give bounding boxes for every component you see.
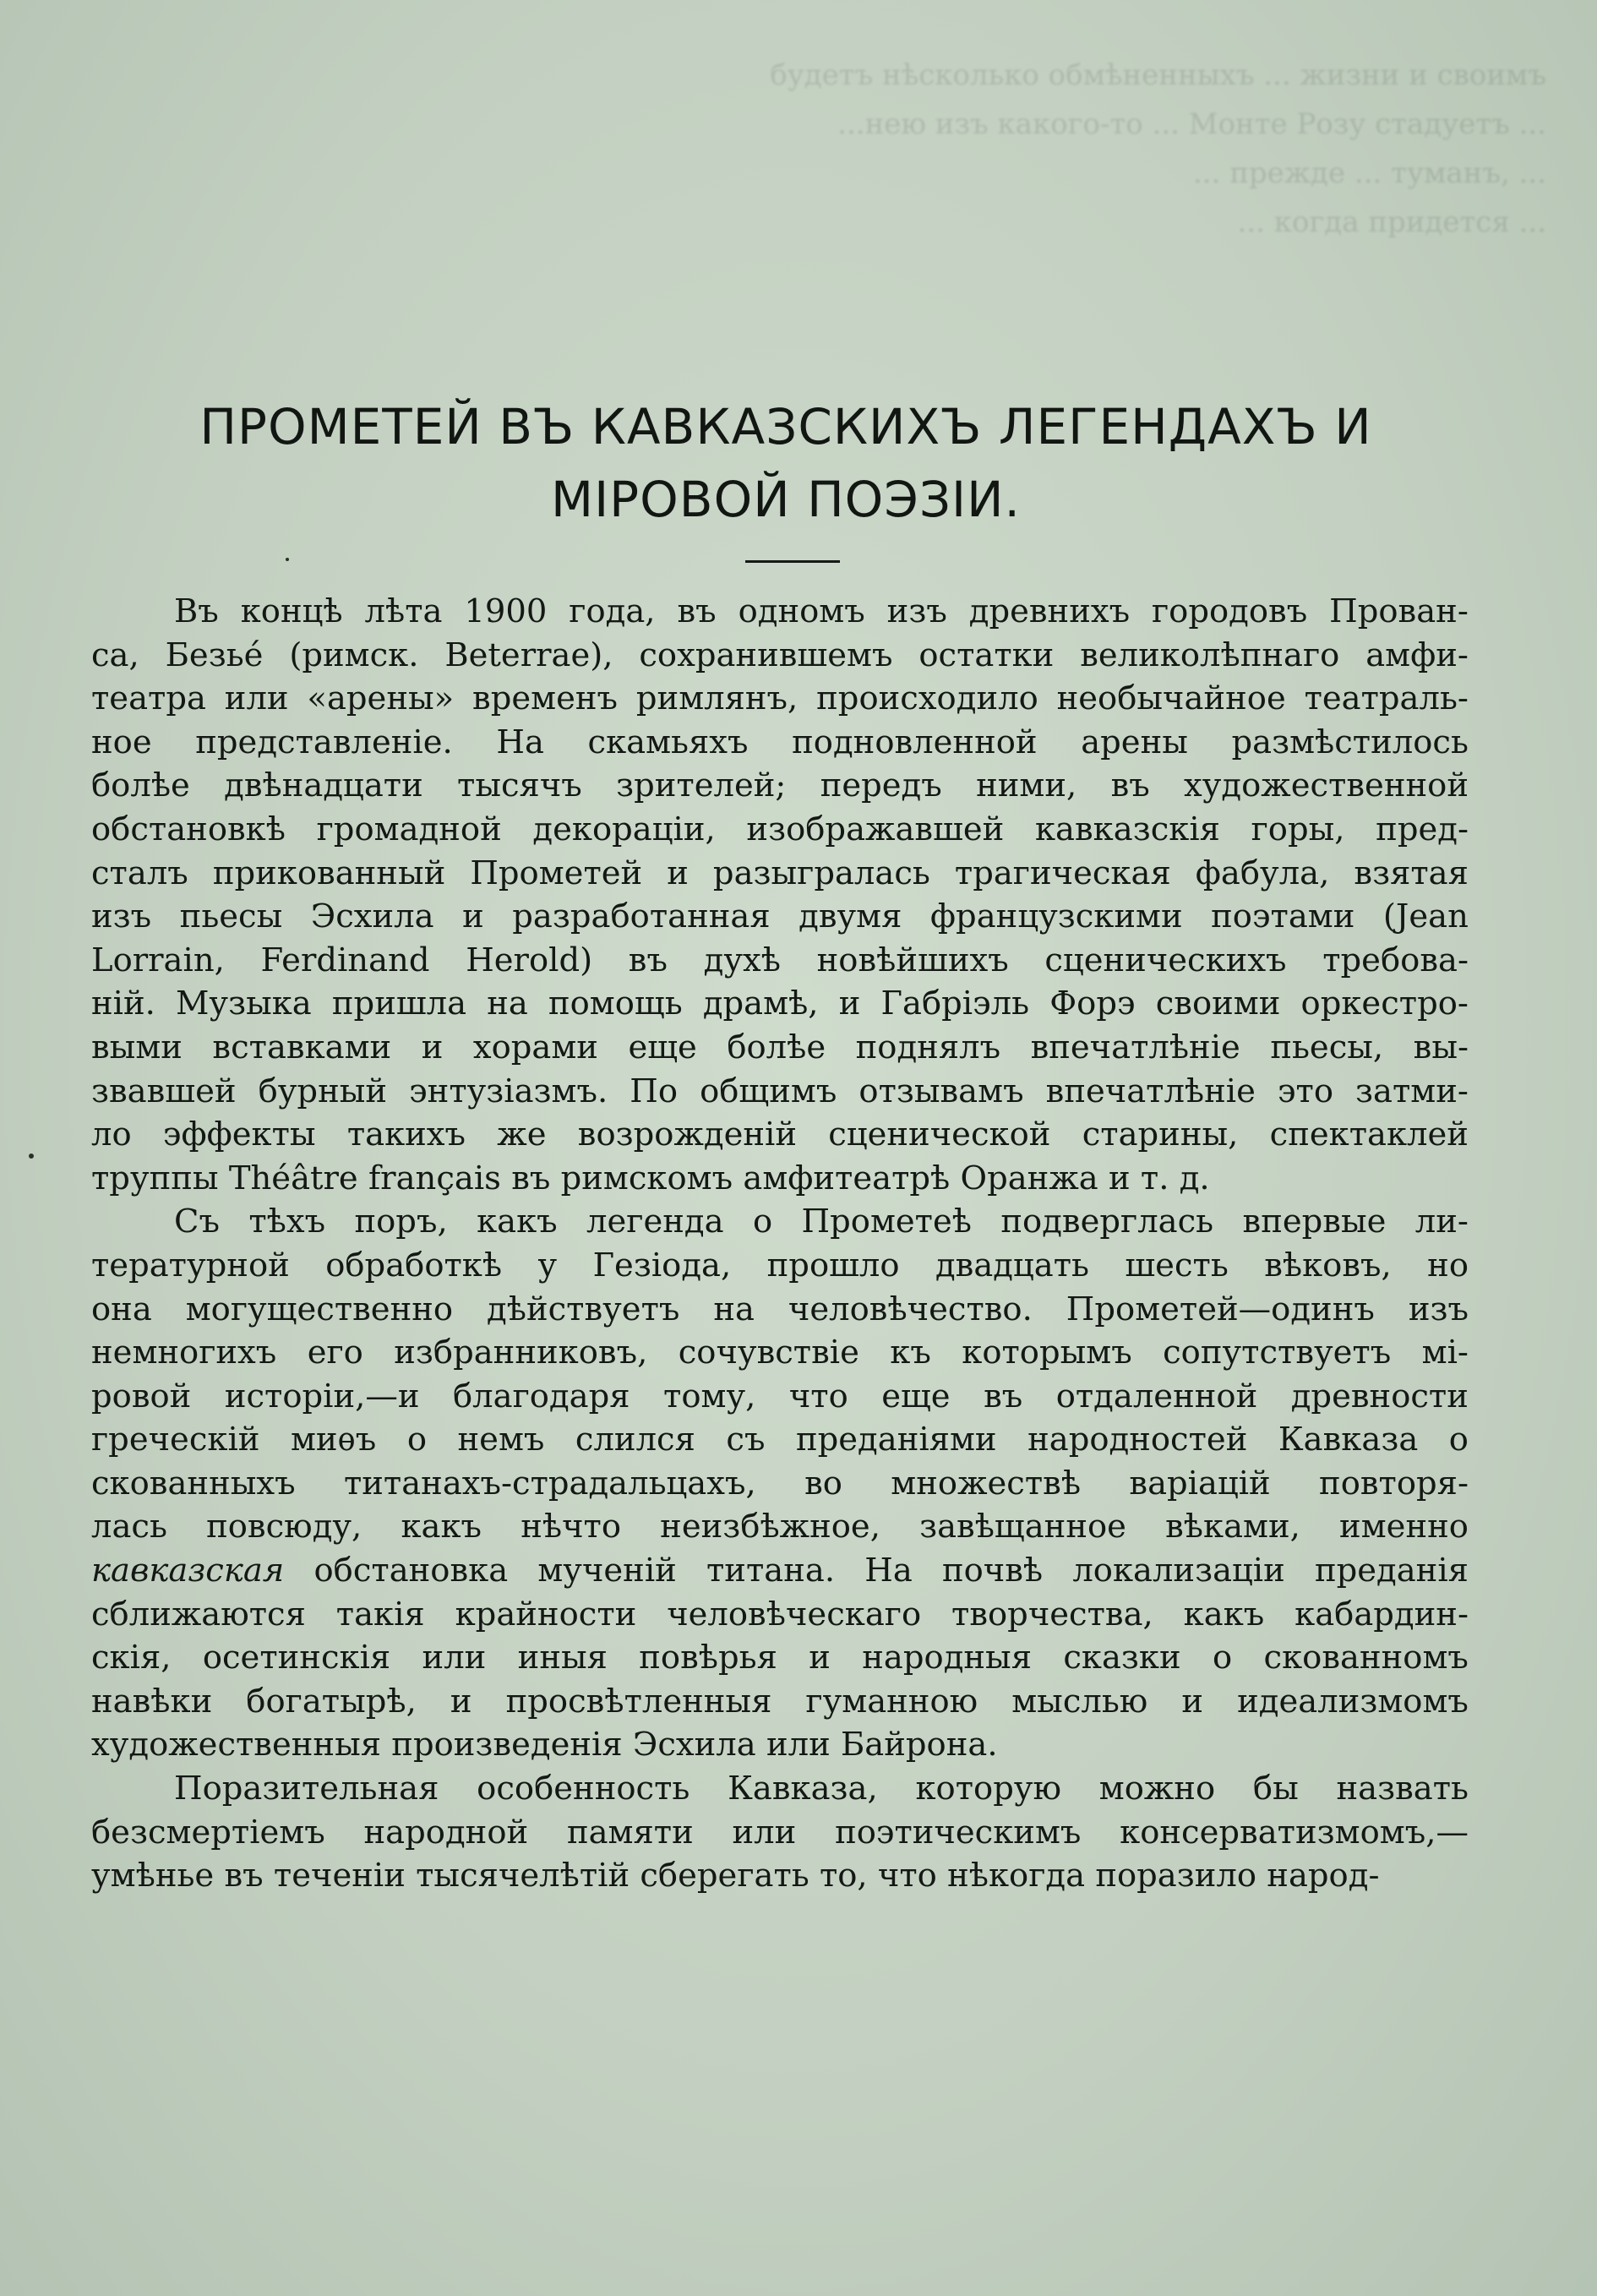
word: какъ <box>401 1508 482 1546</box>
word: римскомъ <box>560 1159 733 1197</box>
title-line: МІРОВОЙ ПОЭЗІИ. <box>551 471 1021 528</box>
word: старины, <box>1082 1115 1239 1154</box>
word: шесть <box>1125 1246 1229 1284</box>
text-line <box>91 1113 1469 1157</box>
word: это <box>1277 1072 1333 1110</box>
word: концѣ <box>240 592 343 630</box>
word: т. <box>1140 1159 1169 1197</box>
text-line <box>91 1375 1469 1419</box>
word: звавшей <box>91 1072 237 1110</box>
word: слился <box>575 1421 695 1459</box>
word: требова- <box>1322 941 1469 979</box>
word: назвать <box>1336 1770 1469 1808</box>
word: труппы <box>91 1159 219 1197</box>
text-line <box>91 1549 1469 1593</box>
text-line <box>91 1636 1469 1680</box>
word: мыслью <box>1011 1682 1148 1721</box>
word: пьесы <box>179 897 283 936</box>
word: городовъ <box>1152 592 1308 630</box>
word: титанахъ-страдальцахъ, <box>343 1464 756 1502</box>
text-line <box>91 808 1469 852</box>
word: (римск. <box>289 635 419 674</box>
word: осетинскія <box>202 1639 391 1677</box>
word: творчества, <box>951 1595 1153 1633</box>
word: художественныя <box>91 1726 382 1764</box>
word: множествѣ <box>891 1464 1082 1502</box>
word: необычайное <box>1056 679 1286 718</box>
word: варіацій <box>1129 1464 1271 1502</box>
word: двумя <box>798 897 902 936</box>
word: скованныхъ <box>91 1464 296 1502</box>
word: года, <box>569 592 656 630</box>
word: Эсхила <box>310 897 434 936</box>
word: идеализмомъ <box>1237 1682 1469 1721</box>
word: о <box>752 1203 773 1241</box>
word: еще <box>628 1028 697 1066</box>
word: нѣчто <box>521 1508 621 1546</box>
word: вы- <box>1413 1028 1469 1066</box>
bleed-line: ... прежде ... туманъ, ... <box>1192 156 1546 190</box>
text-line <box>91 1331 1469 1375</box>
word: завѣщанное <box>919 1508 1126 1546</box>
word: повторя- <box>1319 1464 1469 1502</box>
word: разработанная <box>512 897 771 936</box>
word: отдаленной <box>1055 1377 1258 1415</box>
word: горы, <box>1251 810 1345 848</box>
word: народной <box>363 1813 529 1852</box>
word: консерватизмомъ,— <box>1120 1813 1469 1852</box>
word: скованномъ <box>1263 1639 1469 1677</box>
word: подверглась <box>1000 1203 1214 1241</box>
word: Габріэль <box>880 984 1030 1023</box>
word: сочувствіе <box>678 1333 859 1372</box>
word: поднялъ <box>855 1028 1001 1066</box>
word: гуманною <box>805 1682 978 1721</box>
word: дѣйствуетъ <box>487 1290 680 1328</box>
text-line <box>91 1244 1469 1288</box>
word: теченіи <box>273 1857 406 1895</box>
word: навѣки <box>91 1682 213 1721</box>
word: на <box>487 984 528 1023</box>
word: повсюду, <box>206 1508 362 1546</box>
bleed-line: ...нею изъ какого-то ... Монте Розу стадуетъ ... <box>837 107 1546 141</box>
word: ній. <box>91 984 155 1023</box>
word: духѣ <box>703 941 781 979</box>
word: такихъ <box>346 1115 466 1154</box>
word: представленіе. <box>195 723 453 761</box>
word: бы <box>1252 1770 1299 1808</box>
word: Прован- <box>1329 592 1469 630</box>
bleed-line: будетъ нѣсколько обмѣненныхъ ... жизни и своимъ <box>770 58 1546 92</box>
word: своими <box>1155 984 1281 1023</box>
word: тературной <box>91 1246 290 1284</box>
word: немъ <box>457 1421 545 1459</box>
title-divider <box>745 560 840 563</box>
word: общимъ <box>700 1072 837 1110</box>
word: Форэ <box>1049 984 1136 1023</box>
word: памяти <box>566 1813 694 1852</box>
word: иныя <box>517 1639 608 1677</box>
word: то, <box>819 1857 868 1895</box>
word: народныя <box>862 1639 1032 1677</box>
word: и <box>809 1639 831 1677</box>
word: впечатлѣніе <box>1045 1072 1256 1110</box>
word: о <box>1212 1639 1233 1677</box>
text-line <box>91 1505 1469 1549</box>
word: можно <box>1098 1770 1216 1808</box>
word: въ <box>628 941 668 979</box>
word: къ <box>890 1333 931 1372</box>
word: Оранжа <box>960 1159 1098 1197</box>
word: Прометеѣ <box>801 1203 972 1241</box>
word: театра <box>91 679 206 718</box>
word: именно <box>1339 1508 1469 1546</box>
ink-speck <box>29 1153 34 1159</box>
word: двадцать <box>935 1246 1089 1284</box>
word: въ <box>511 1159 551 1197</box>
word: вѣковъ, <box>1264 1246 1392 1284</box>
word: впечатлѣніе <box>1030 1028 1240 1066</box>
word: Съ <box>174 1203 220 1241</box>
word: новѣйшихъ <box>816 941 1009 979</box>
word: могущественно <box>185 1290 454 1328</box>
word: арены <box>1081 723 1188 761</box>
word: сохранившемъ <box>639 635 893 674</box>
word: тысячелѣтій <box>416 1857 630 1895</box>
word: взятая <box>1354 854 1469 892</box>
word: повѣрья <box>639 1639 777 1677</box>
word: греческій <box>91 1421 260 1459</box>
text-line <box>91 939 1469 983</box>
word: прикованный <box>212 854 446 892</box>
word: произведенія <box>391 1726 623 1764</box>
word: какъ <box>477 1203 558 1241</box>
word: Прометей—одинъ <box>1066 1290 1375 1328</box>
word: въ <box>224 1857 264 1895</box>
word: спектаклей <box>1269 1115 1469 1154</box>
word: и <box>450 1682 472 1721</box>
word: и <box>667 854 689 892</box>
text-line <box>91 852 1469 896</box>
word: она <box>91 1290 152 1328</box>
word: великолѣпнаго <box>1080 635 1340 674</box>
word: амфи- <box>1365 635 1469 674</box>
word: Кавказа <box>1278 1421 1419 1459</box>
word: поэтическимъ <box>835 1813 1082 1852</box>
word: просвѣтленныя <box>505 1682 772 1721</box>
text-line <box>91 1200 1469 1244</box>
word: изъ <box>886 592 947 630</box>
word: зрителей; <box>616 766 787 805</box>
word: фабула, <box>1195 854 1330 892</box>
word: такія <box>335 1595 425 1633</box>
word: 1900 <box>464 592 548 630</box>
word: еще <box>881 1377 951 1415</box>
word: одномъ <box>738 592 865 630</box>
text-line <box>91 677 1469 721</box>
bleed-line: ... когда придется ... <box>1237 205 1546 239</box>
word: богатырѣ, <box>246 1682 417 1721</box>
text-line <box>91 982 1469 1026</box>
word: на <box>713 1290 755 1328</box>
word: громадной <box>316 810 502 848</box>
word: энтузіазмъ. <box>409 1072 608 1110</box>
word: хорами <box>472 1028 598 1066</box>
word: Байрона. <box>840 1726 998 1764</box>
word: поразило <box>1095 1857 1257 1895</box>
word: По <box>630 1072 679 1110</box>
word: Прометей <box>470 854 643 892</box>
word: что <box>877 1857 937 1895</box>
bleed-through-text <box>0 51 1597 642</box>
word: болѣе <box>91 766 190 805</box>
word: происходило <box>816 679 1038 718</box>
word: поръ, <box>354 1203 448 1241</box>
word: са, <box>91 635 139 674</box>
word: вѣками, <box>1165 1508 1300 1546</box>
word: Кавказа, <box>728 1770 878 1808</box>
word: размѣстилось <box>1231 723 1469 761</box>
word: кабардин- <box>1294 1595 1469 1633</box>
word: миѳъ <box>290 1421 377 1459</box>
word: Lorrain, <box>91 941 225 979</box>
word: сказки <box>1063 1639 1181 1677</box>
word: ное <box>91 723 152 761</box>
word: въ <box>984 1377 1023 1415</box>
word: Музыка <box>176 984 312 1023</box>
word: но <box>1427 1246 1469 1284</box>
word: особенность <box>477 1770 690 1808</box>
word: титана. <box>706 1552 836 1590</box>
word: сценическихъ <box>1044 941 1287 979</box>
word: нѣкогда <box>947 1857 1086 1895</box>
word: «арены» <box>307 679 455 718</box>
text-line <box>91 1723 1469 1767</box>
word: кавказскія <box>1034 810 1220 848</box>
word: впервые <box>1242 1203 1387 1241</box>
text-line <box>91 1288 1469 1332</box>
word: кавказская <box>91 1552 285 1590</box>
text-line <box>91 721 1469 765</box>
word: сопутствуетъ <box>1163 1333 1392 1372</box>
article-title <box>127 390 1445 536</box>
word: исторіи,—и <box>224 1377 420 1415</box>
word: избранниковъ, <box>394 1333 648 1372</box>
word: Beterrae), <box>444 635 613 674</box>
word: почвѣ <box>941 1552 1044 1590</box>
word: которымъ <box>962 1333 1132 1372</box>
ink-speck <box>286 558 289 561</box>
word: обстановка <box>313 1552 509 1590</box>
word: народ- <box>1267 1857 1380 1895</box>
word: бурный <box>258 1072 388 1110</box>
article-body <box>91 590 1469 1898</box>
word: или <box>224 679 289 718</box>
word: На <box>864 1552 913 1590</box>
word: и <box>421 1028 444 1066</box>
word: ло <box>91 1115 132 1154</box>
text-line <box>91 1593 1469 1637</box>
word: На <box>496 723 544 761</box>
word: Ferdinand <box>260 941 430 979</box>
word: мученій <box>537 1552 677 1590</box>
word: выми <box>91 1028 183 1066</box>
word: français <box>368 1159 501 1197</box>
word: пьесы, <box>1270 1028 1384 1066</box>
word: тысячъ <box>457 766 582 805</box>
word: или <box>422 1639 487 1677</box>
word: человѣческаго <box>667 1595 922 1633</box>
word: остатки <box>918 635 1055 674</box>
word: оркестро- <box>1300 984 1469 1023</box>
word: и <box>1181 1682 1204 1721</box>
word: изъ <box>91 897 152 936</box>
word: Эсхила <box>632 1726 756 1764</box>
word: болѣе <box>727 1028 826 1066</box>
word: вставками <box>212 1028 392 1066</box>
text-line <box>91 895 1469 939</box>
word: театраль- <box>1304 679 1469 718</box>
word: двѣнадцати <box>224 766 423 805</box>
word: о <box>406 1421 427 1459</box>
word: Herold) <box>466 941 593 979</box>
word: и <box>838 984 861 1023</box>
word: временъ <box>472 679 619 718</box>
word: сценической <box>828 1115 1051 1154</box>
word: Поразительная <box>174 1770 439 1808</box>
word: тому, <box>663 1377 756 1415</box>
word: Théâtre <box>228 1159 358 1197</box>
word: прошло <box>766 1246 900 1284</box>
word: которую <box>915 1770 1062 1808</box>
word: о <box>1448 1421 1469 1459</box>
word: обстановкѣ <box>91 810 286 848</box>
word: амфитеатрѣ <box>743 1159 951 1197</box>
word: ровой <box>91 1377 192 1415</box>
text-line <box>91 1680 1469 1724</box>
word: пришла <box>331 984 467 1023</box>
word: французскими <box>929 897 1183 936</box>
word: изображавшей <box>746 810 1005 848</box>
word: же <box>497 1115 547 1154</box>
word: ними, <box>976 766 1077 805</box>
word: (Jean <box>1382 897 1469 936</box>
text-line <box>91 1157 1469 1201</box>
word: разыгралась <box>712 854 930 892</box>
text-line <box>91 1070 1469 1114</box>
word: Въ <box>174 592 219 630</box>
word: передъ <box>820 766 942 805</box>
word: отзывамъ <box>858 1072 1024 1110</box>
word: поэтами <box>1211 897 1355 936</box>
word: крайности <box>455 1595 637 1633</box>
title-line: ПРОМЕТЕЙ ВЪ КАВКАЗСКИХЪ ЛЕГЕНДАХЪ И <box>199 398 1372 455</box>
word: и <box>1108 1159 1131 1197</box>
word: помощь <box>548 984 683 1023</box>
word: благодаря <box>453 1377 630 1415</box>
word: Безьé <box>165 635 264 674</box>
word: изъ <box>1408 1290 1469 1328</box>
word: легенда <box>586 1203 724 1241</box>
word: у <box>537 1246 558 1284</box>
word: въ <box>1110 766 1150 805</box>
text-line <box>91 634 1469 678</box>
text-line <box>91 764 1469 808</box>
word: сберегать <box>640 1857 809 1895</box>
word: художественной <box>1184 766 1469 805</box>
word: преданіями <box>795 1421 997 1459</box>
word: лась <box>91 1508 167 1546</box>
word: и <box>462 897 484 936</box>
text-line <box>91 1811 1469 1855</box>
word: мі- <box>1421 1333 1469 1372</box>
word: эффекты <box>162 1115 316 1154</box>
word: сталъ <box>91 854 188 892</box>
word: человѣчество. <box>788 1290 1033 1328</box>
word: Гезіода, <box>592 1246 732 1284</box>
word: древнихъ <box>968 592 1131 630</box>
word: возрожденій <box>577 1115 797 1154</box>
word: народностей <box>1027 1421 1248 1459</box>
text-line <box>91 1026 1469 1070</box>
word: тѣхъ <box>248 1203 326 1241</box>
word: преданія <box>1314 1552 1469 1590</box>
word: пред- <box>1376 810 1469 848</box>
text-line <box>91 1462 1469 1506</box>
word: д. <box>1179 1159 1210 1197</box>
word: его <box>307 1333 363 1372</box>
word: римлянъ, <box>635 679 798 718</box>
text-line <box>91 1767 1469 1811</box>
word: локализаціи <box>1072 1552 1285 1590</box>
word: скія, <box>91 1639 172 1677</box>
word: неизбѣжное, <box>660 1508 880 1546</box>
word: лѣта <box>364 592 443 630</box>
word: обработкѣ <box>325 1246 503 1284</box>
word: ли- <box>1414 1203 1469 1241</box>
word: что <box>788 1377 848 1415</box>
word: безсмертіемъ <box>91 1813 325 1852</box>
word: подновленной <box>792 723 1038 761</box>
word: древности <box>1290 1377 1469 1415</box>
text-line <box>91 1854 1469 1898</box>
word: или <box>732 1813 797 1852</box>
word: или <box>766 1726 831 1764</box>
word: драмѣ, <box>702 984 819 1023</box>
word: въ <box>677 592 717 630</box>
text-line <box>91 590 1469 634</box>
word: скамьяхъ <box>587 723 749 761</box>
word: декораціи, <box>532 810 716 848</box>
word: какъ <box>1183 1595 1265 1633</box>
word: трагическая <box>954 854 1171 892</box>
text-line <box>91 1418 1469 1462</box>
word: во <box>804 1464 842 1502</box>
word: затми- <box>1355 1072 1469 1110</box>
word: съ <box>726 1421 766 1459</box>
word: умѣнье <box>91 1857 215 1895</box>
word: сближаются <box>91 1595 306 1633</box>
word: немногихъ <box>91 1333 277 1372</box>
